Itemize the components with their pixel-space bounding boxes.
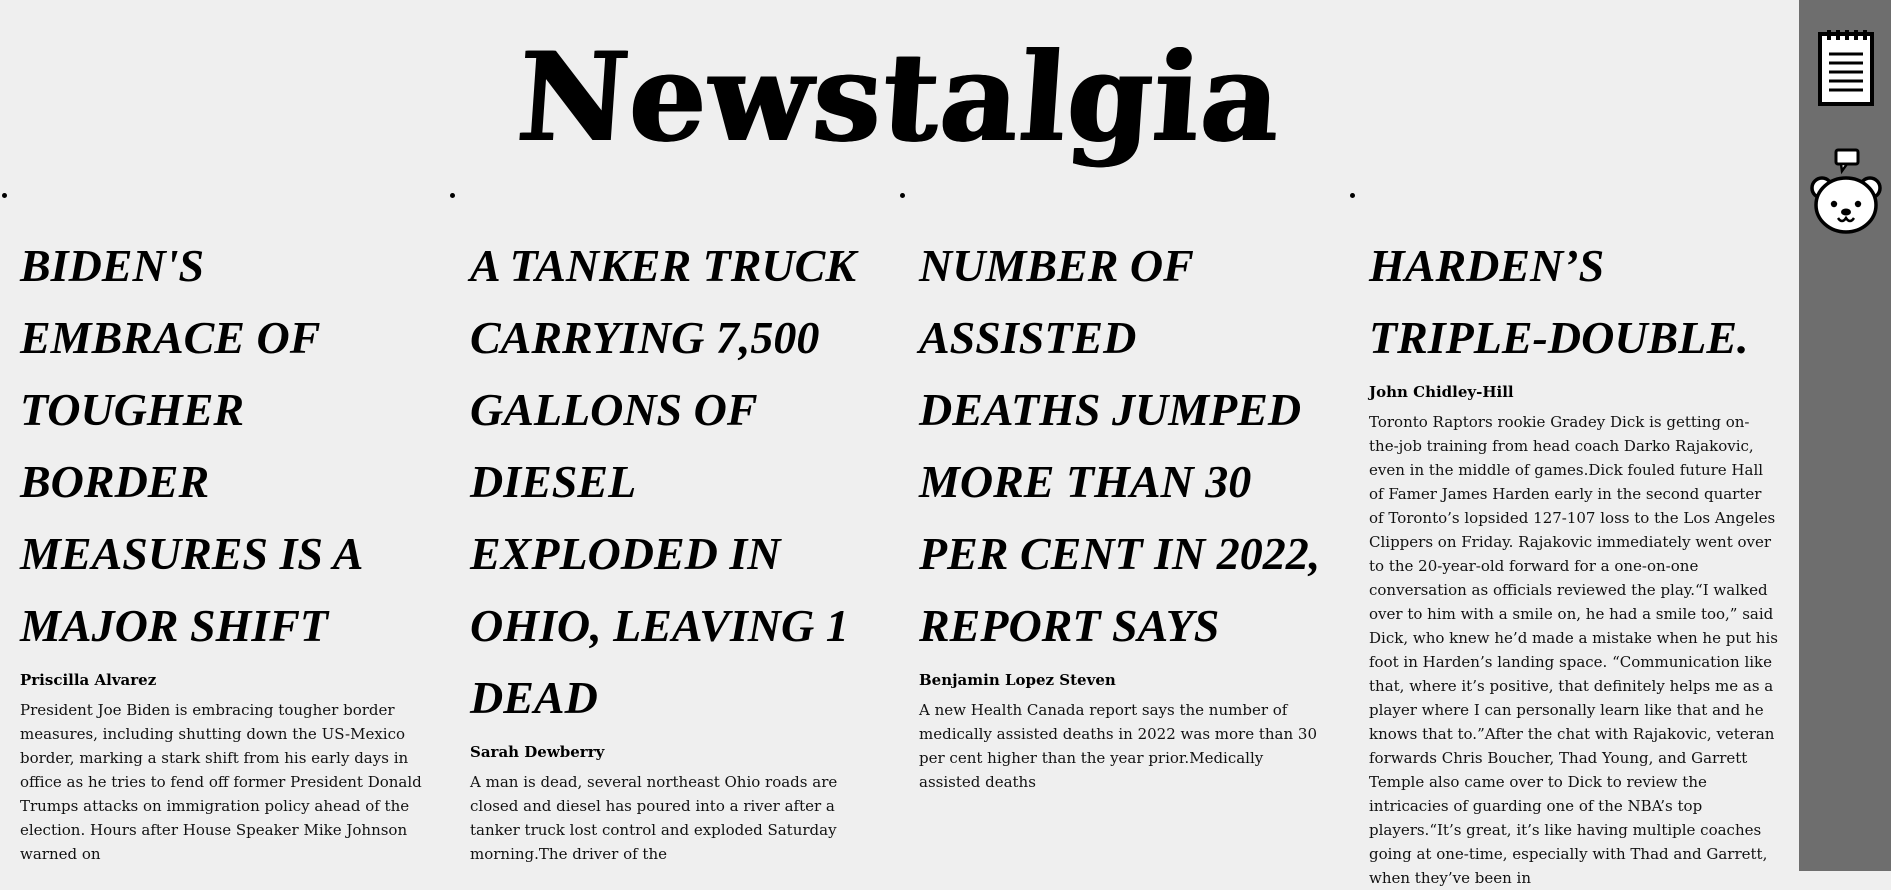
column-divider-dot	[2, 193, 7, 198]
masthead	[0, 25, 1799, 170]
article-body: A man is dead, several northeast Ohio roads are closed and diesel has poured into a river after a tanker truck lost control and exploded Saturday morning.The driver of the	[470, 773, 838, 863]
article-author: Benjamin Lopez Steven	[919, 671, 1116, 689]
article-headline[interactable]: HARDEN’S TRIPLE-DOUBLE.	[1369, 240, 1749, 363]
article-author: Priscilla Alvarez	[20, 671, 157, 689]
right-sidebar	[1799, 0, 1891, 871]
article-headline[interactable]: BIDEN'S EMBRACE OF TOUGHER BORDER MEASURES IS A MAJOR SHIFT	[20, 240, 361, 651]
article-card[interactable]	[1369, 230, 1779, 887]
article-card[interactable]	[470, 230, 880, 871]
column-divider-dot	[1350, 193, 1355, 198]
bear-chat-icon[interactable]	[1810, 148, 1882, 238]
article-headline[interactable]: A TANKER TRUCK CARRYING 7,500 GALLONS OF DIESEL EXPLODED IN OHIO, LEAVING 1 DEAD	[470, 240, 857, 723]
article-card[interactable]	[919, 230, 1329, 871]
notepad-icon[interactable]	[1817, 28, 1875, 108]
article-body: A new Health Canada report says the number of medically assisted deaths in 2022 was more than 30 per cent higher than the year prior.Medically assisted deaths	[919, 701, 1317, 791]
article-body: Toronto Raptors rookie Gradey Dick is getting on-the-job training from head coach Darko Rajakovic, even in the middle of games.Dick fouled future Hall of Famer James Harden early in the second quarter of Toronto’s lopsided 127-107 loss to the Los Angeles Clippers on Friday. Rajakovic immediately went over to the 20-year-old forward for a one-on-one conversation as officials reviewed the play.“I walked over to him with a smile on, he had a smile too,” said Dick, who knew he’d made a mistake when he put his foot in Harden’s landing space. “Communication like that, where it’s positive, that definitely helps me as a player where I can personally learn like that and he knows that to.”After the chat with Rajakovic, veteran forwards Chris Boucher, Thad Young, and Garrett Temple also came over to Dick to review the intricacies of guarding one of the NBA’s top players.“It’s great, it’s like having multiple coaches going at one-time, especially with Thad and Garrett, when they’ve been in	[1369, 413, 1778, 887]
column-divider-dot	[900, 193, 905, 198]
article-body: President Joe Biden is embracing tougher border measures, including shutting down the US-Mexico border, marking a stark shift from his early days in office as he tries to fend off former President Donald Trumps attacks on immigration policy ahead of the election. Hours after House Speaker Mike Johnson warned on	[20, 701, 422, 863]
article-author: John Chidley-Hill	[1369, 383, 1514, 401]
masthead-title: Newstalgia	[513, 25, 1286, 170]
column-divider-dot	[450, 193, 455, 198]
article-columns	[0, 230, 1799, 887]
article-author: Sarah Dewberry	[470, 743, 605, 761]
article-card[interactable]	[20, 230, 430, 871]
article-headline[interactable]: NUMBER OF ASSISTED DEATHS JUMPED MORE THAN 30 PER CENT IN 2022, REPORT SAYS	[919, 240, 1321, 651]
